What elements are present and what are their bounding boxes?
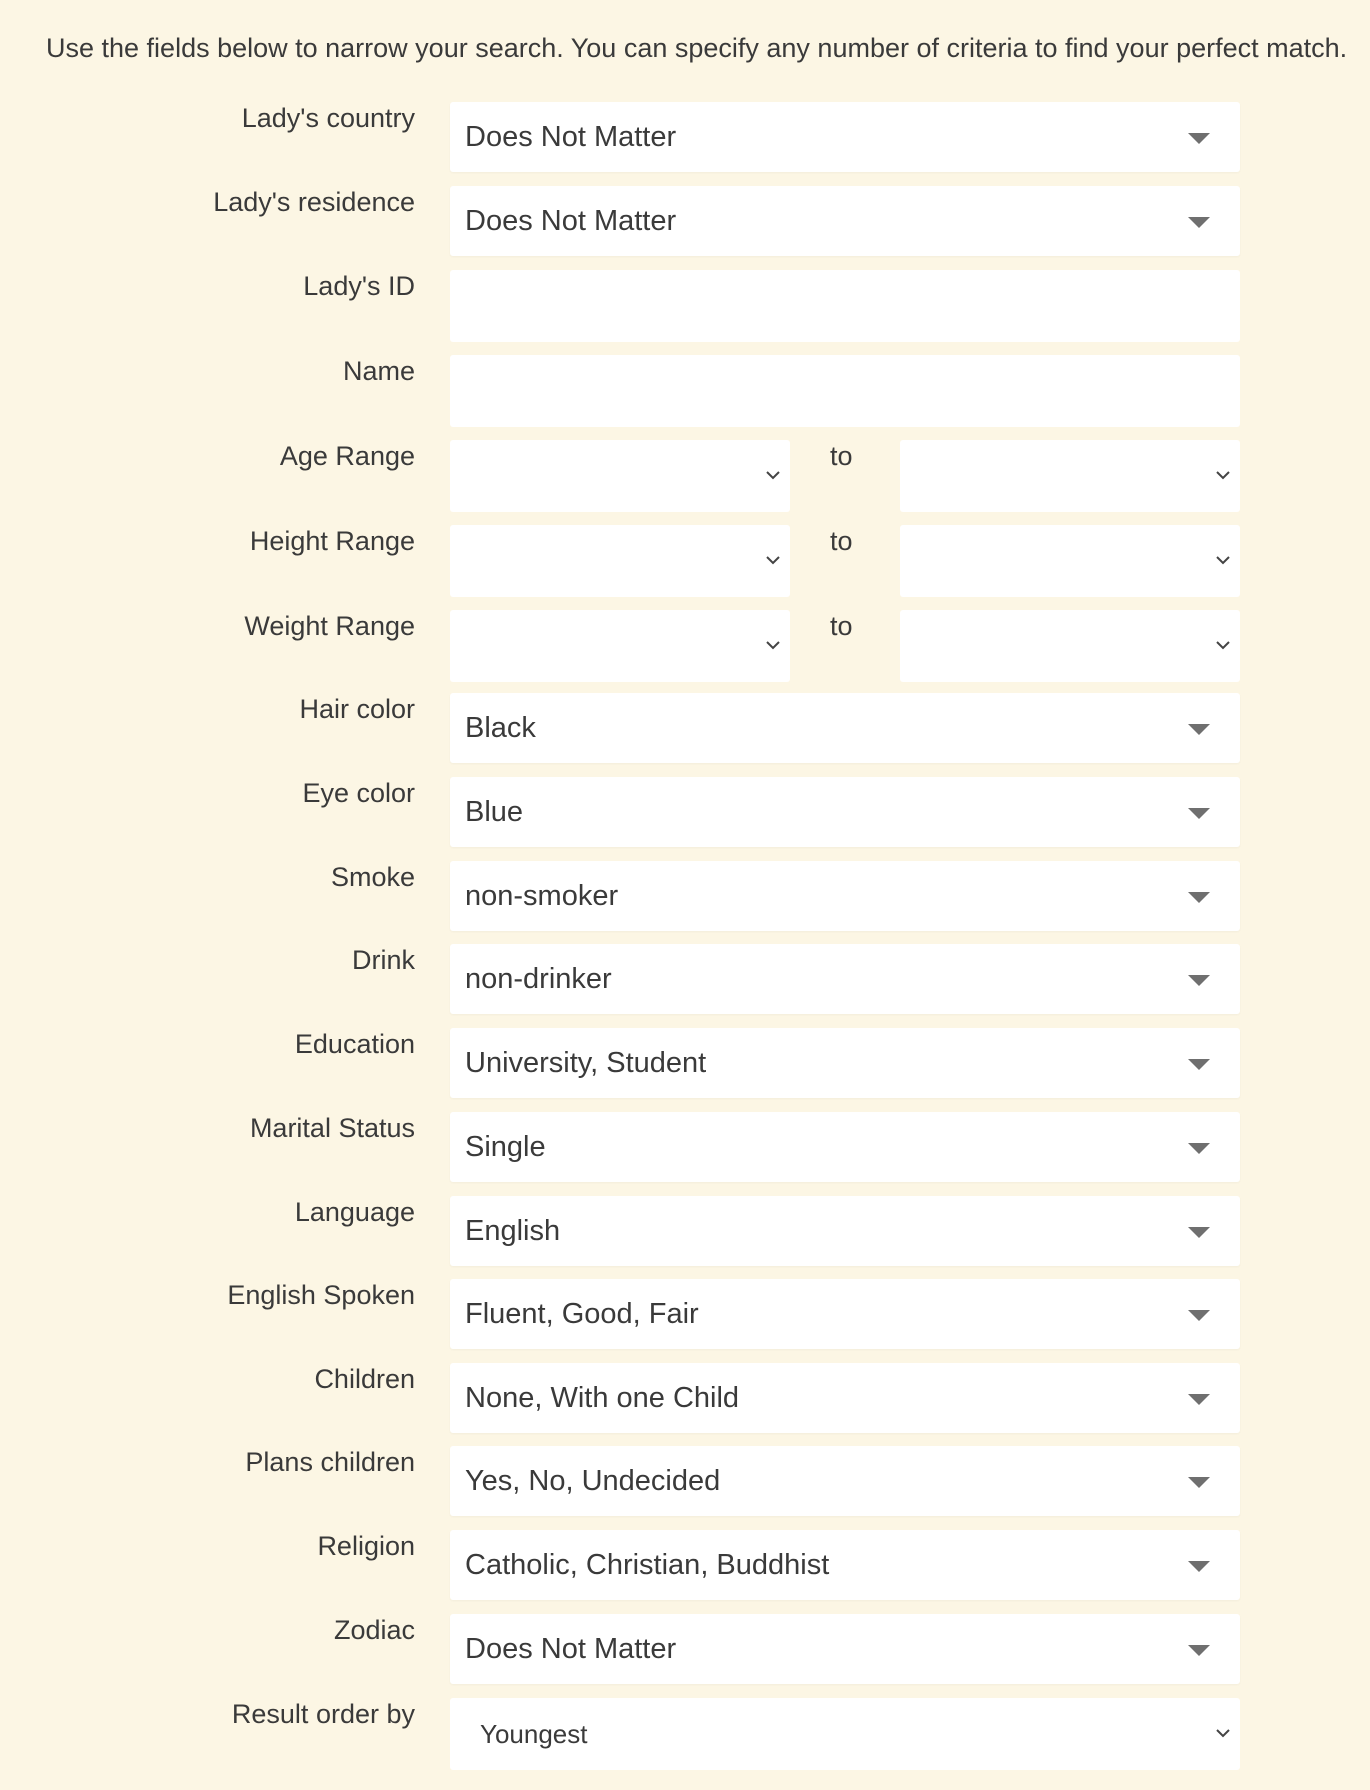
caret-down-icon [1188,1394,1210,1405]
height-label: Height Range [249,526,415,556]
intro-text: Use the fields below to narrow your search. You can specify any number of criteria to find your perfect match. [46,33,1348,63]
country-select[interactable] [450,102,1240,172]
field-row-lady-id [0,270,1370,340]
field-row-weight [0,610,1370,680]
order-label: Result order by [231,1699,415,1729]
chevron-down-icon [764,551,782,569]
field-row-smoke [0,861,1370,931]
marital-select[interactable] [450,1112,1240,1182]
field-row-plans [0,1446,1370,1516]
caret-down-icon [1188,1227,1210,1238]
english-label: English Spoken [227,1280,415,1310]
chevron-down-icon [1214,466,1232,484]
field-row-eye [0,777,1370,847]
caret-down-icon [1188,217,1210,228]
field-row-children [0,1363,1370,1433]
chevron-down-icon [764,466,782,484]
field-row-country [0,102,1370,172]
education-label: Education [294,1029,415,1059]
name-label: Name [342,356,415,386]
field-row-religion [0,1530,1370,1600]
field-row-language [0,1196,1370,1266]
weight-from-select[interactable] [450,610,790,682]
caret-down-icon [1188,975,1210,986]
field-row-drink [0,944,1370,1014]
children-value: None, With one Child [465,1382,740,1414]
field-row-order [0,1698,1370,1768]
english-value: Fluent, Good, Fair [465,1298,699,1330]
marital-label: Marital Status [249,1113,415,1143]
children-label: Children [314,1364,415,1394]
weight-to-select[interactable] [900,610,1240,682]
residence-select[interactable] [450,186,1240,256]
age-from-select[interactable] [450,440,790,512]
name-input[interactable] [450,355,1240,427]
zodiac-select[interactable] [450,1614,1240,1684]
height-from-select[interactable] [450,525,790,597]
field-row-education [0,1028,1370,1098]
religion-select[interactable] [450,1530,1240,1600]
caret-down-icon [1188,1143,1210,1154]
language-label: Language [294,1197,415,1227]
caret-down-icon [1188,808,1210,819]
residence-label: Lady's residence [213,187,415,217]
weight-label: Weight Range [244,611,415,641]
weight-to-label: to [830,611,853,641]
lady-id-label: Lady's ID [303,271,415,301]
eye-label: Eye color [302,778,415,808]
lady-id-input[interactable] [450,270,1240,342]
smoke-value: non-smoker [465,880,619,912]
field-row-age [0,440,1370,510]
drink-label: Drink [351,945,415,975]
height-to-label: to [830,526,853,556]
caret-down-icon [1188,1645,1210,1656]
residence-value: Does Not Matter [465,205,677,237]
religion-value: Catholic, Christian, Buddhist [465,1549,830,1581]
plans-value: Yes, No, Undecided [465,1465,721,1497]
field-row-zodiac [0,1614,1370,1684]
zodiac-label: Zodiac [333,1615,415,1645]
country-label: Lady's country [241,103,415,133]
age-to-label: to [830,441,853,471]
caret-down-icon [1188,1059,1210,1070]
chevron-down-icon [1214,636,1232,654]
religion-label: Religion [317,1531,415,1561]
chevron-down-icon [1214,551,1232,569]
hair-value: Black [465,712,536,744]
drink-value: non-drinker [465,963,612,995]
language-value: English [465,1215,561,1247]
order-value: Youngest [480,1719,588,1749]
zodiac-value: Does Not Matter [465,1633,677,1665]
chevron-down-icon [764,636,782,654]
caret-down-icon [1188,1310,1210,1321]
drink-select[interactable] [450,944,1240,1014]
education-value: University, Student [465,1047,707,1079]
field-row-residence [0,186,1370,256]
chevron-down-icon [1214,1724,1232,1742]
smoke-select[interactable] [450,861,1240,931]
english-select[interactable] [450,1279,1240,1349]
field-row-marital [0,1112,1370,1182]
age-to-select[interactable] [900,440,1240,512]
plans-label: Plans children [245,1447,415,1477]
order-select[interactable] [450,1698,1240,1770]
field-row-name [0,355,1370,425]
country-value: Does Not Matter [465,121,677,153]
age-label: Age Range [279,441,415,471]
caret-down-icon [1188,724,1210,735]
marital-value: Single [465,1131,546,1163]
education-select[interactable] [450,1028,1240,1098]
caret-down-icon [1188,1477,1210,1488]
caret-down-icon [1188,892,1210,903]
hair-label: Hair color [299,694,415,724]
field-row-hair [0,693,1370,763]
eye-value: Blue [465,796,524,828]
field-row-english [0,1279,1370,1349]
hair-select[interactable] [450,693,1240,763]
caret-down-icon [1188,1561,1210,1572]
plans-select[interactable] [450,1446,1240,1516]
field-row-height [0,525,1370,595]
caret-down-icon [1188,133,1210,144]
smoke-label: Smoke [330,862,415,892]
height-to-select[interactable] [900,525,1240,597]
language-select[interactable] [450,1196,1240,1266]
eye-select[interactable] [450,777,1240,847]
children-select[interactable] [450,1363,1240,1433]
